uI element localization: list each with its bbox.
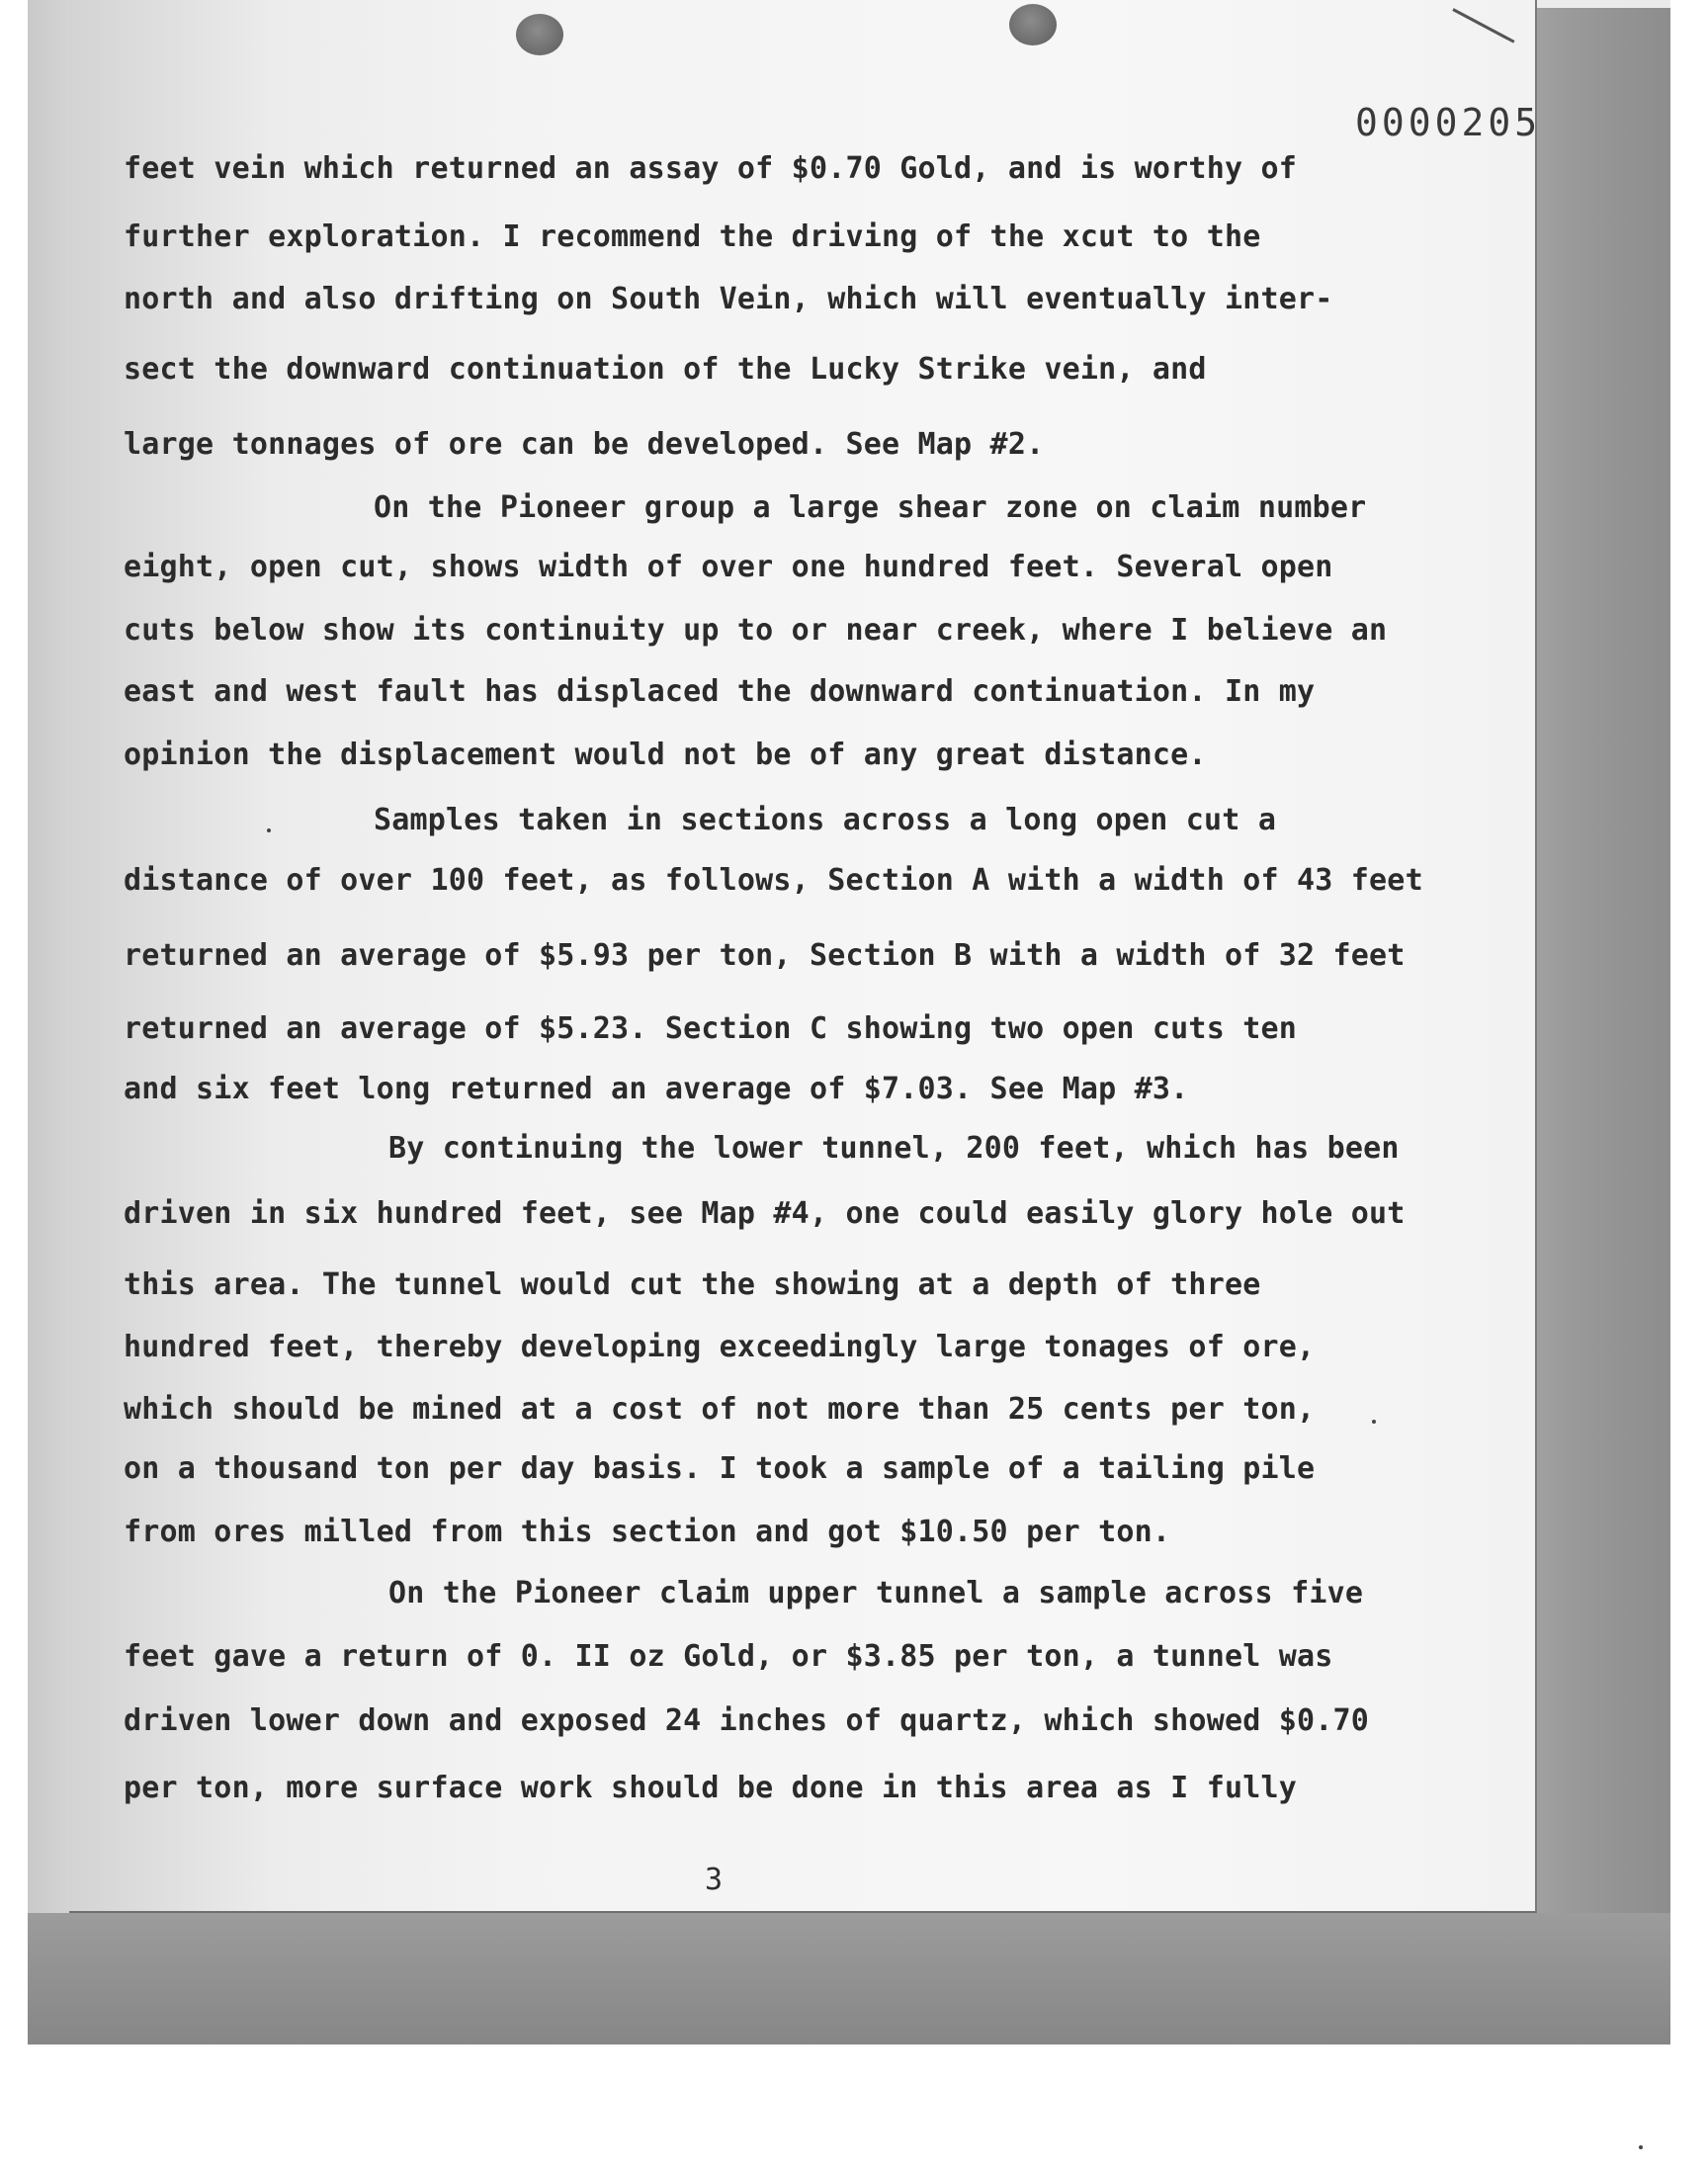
text-line: returned an average of $5.23. Section C showing two open cuts ten [124,1011,1297,1046]
text-line: On the Pioneer claim upper tunnel a sample across five [388,1576,1364,1610]
punch-hole [1009,4,1057,45]
text-line: returned an average of $5.93 per ton, Section B with a width of 32 feet [124,938,1406,973]
text-line: driven in six hundred feet, see Map #4, one could easily glory hole out [124,1196,1406,1231]
text-line: cuts below show its continuity up to or near creek, where I believe an [124,613,1388,648]
scan-speck [1372,1420,1376,1424]
text-line: this area. The tunnel would cut the showing at a depth of three [124,1267,1261,1302]
text-line: on a thousand ton per day basis. I took a sample of a tailing pile [124,1451,1316,1486]
text-line: per ton, more surface work should be done in this area as I fully [124,1771,1297,1805]
text-line: opinion the displacement would not be of any great distance. [124,738,1207,772]
text-line: feet vein which returned an assay of $0.70 Gold, and is worthy of [124,151,1297,186]
text-line: On the Pioneer group a large shear zone on claim number [374,490,1367,525]
text-line: hundred feet, thereby developing exceedingly large tonages of ore, [124,1330,1316,1364]
text-line: and six feet long returned an average of $7.03. See Map #3. [124,1072,1189,1106]
text-line: north and also drifting on South Vein, which will eventually inter- [124,282,1333,316]
text-line: large tonnages of ore can be developed. See Map #2. [124,427,1045,462]
document-number: 0000205 [1355,101,1542,144]
scan-speck [267,828,271,832]
text-line: driven lower down and exposed 24 inches of quartz, which showed $0.70 [124,1703,1370,1738]
text-line: distance of over 100 feet, as follows, Section A with a width of 43 feet [124,863,1423,898]
text-line: eight, open cut, shows width of over one hundred feet. Several open [124,550,1333,584]
text-line: further exploration. I recommend the driving of the xcut to the [124,219,1261,254]
text-line: By continuing the lower tunnel, 200 feet, which has been [388,1131,1400,1166]
text-line: sect the downward continuation of the Lucky Strike vein, and [124,352,1207,387]
text-line: which should be mined at a cost of not more than 25 cents per ton, [124,1392,1316,1427]
punch-hole [516,14,563,55]
text-line: feet gave a return of 0. II oz Gold, or $3.85 per ton, a tunnel was [124,1639,1333,1674]
scan-edge-bottom [28,1913,1670,2044]
corner-mark [1452,8,1514,44]
scan-speck [1639,2145,1643,2149]
text-line: Samples taken in sections across a long open cut a [374,803,1277,837]
text-line: east and west fault has displaced the downward continuation. In my [124,674,1316,709]
page-number: 3 [705,1863,724,1897]
text-line: from ores milled from this section and got $10.50 per ton. [124,1515,1171,1549]
